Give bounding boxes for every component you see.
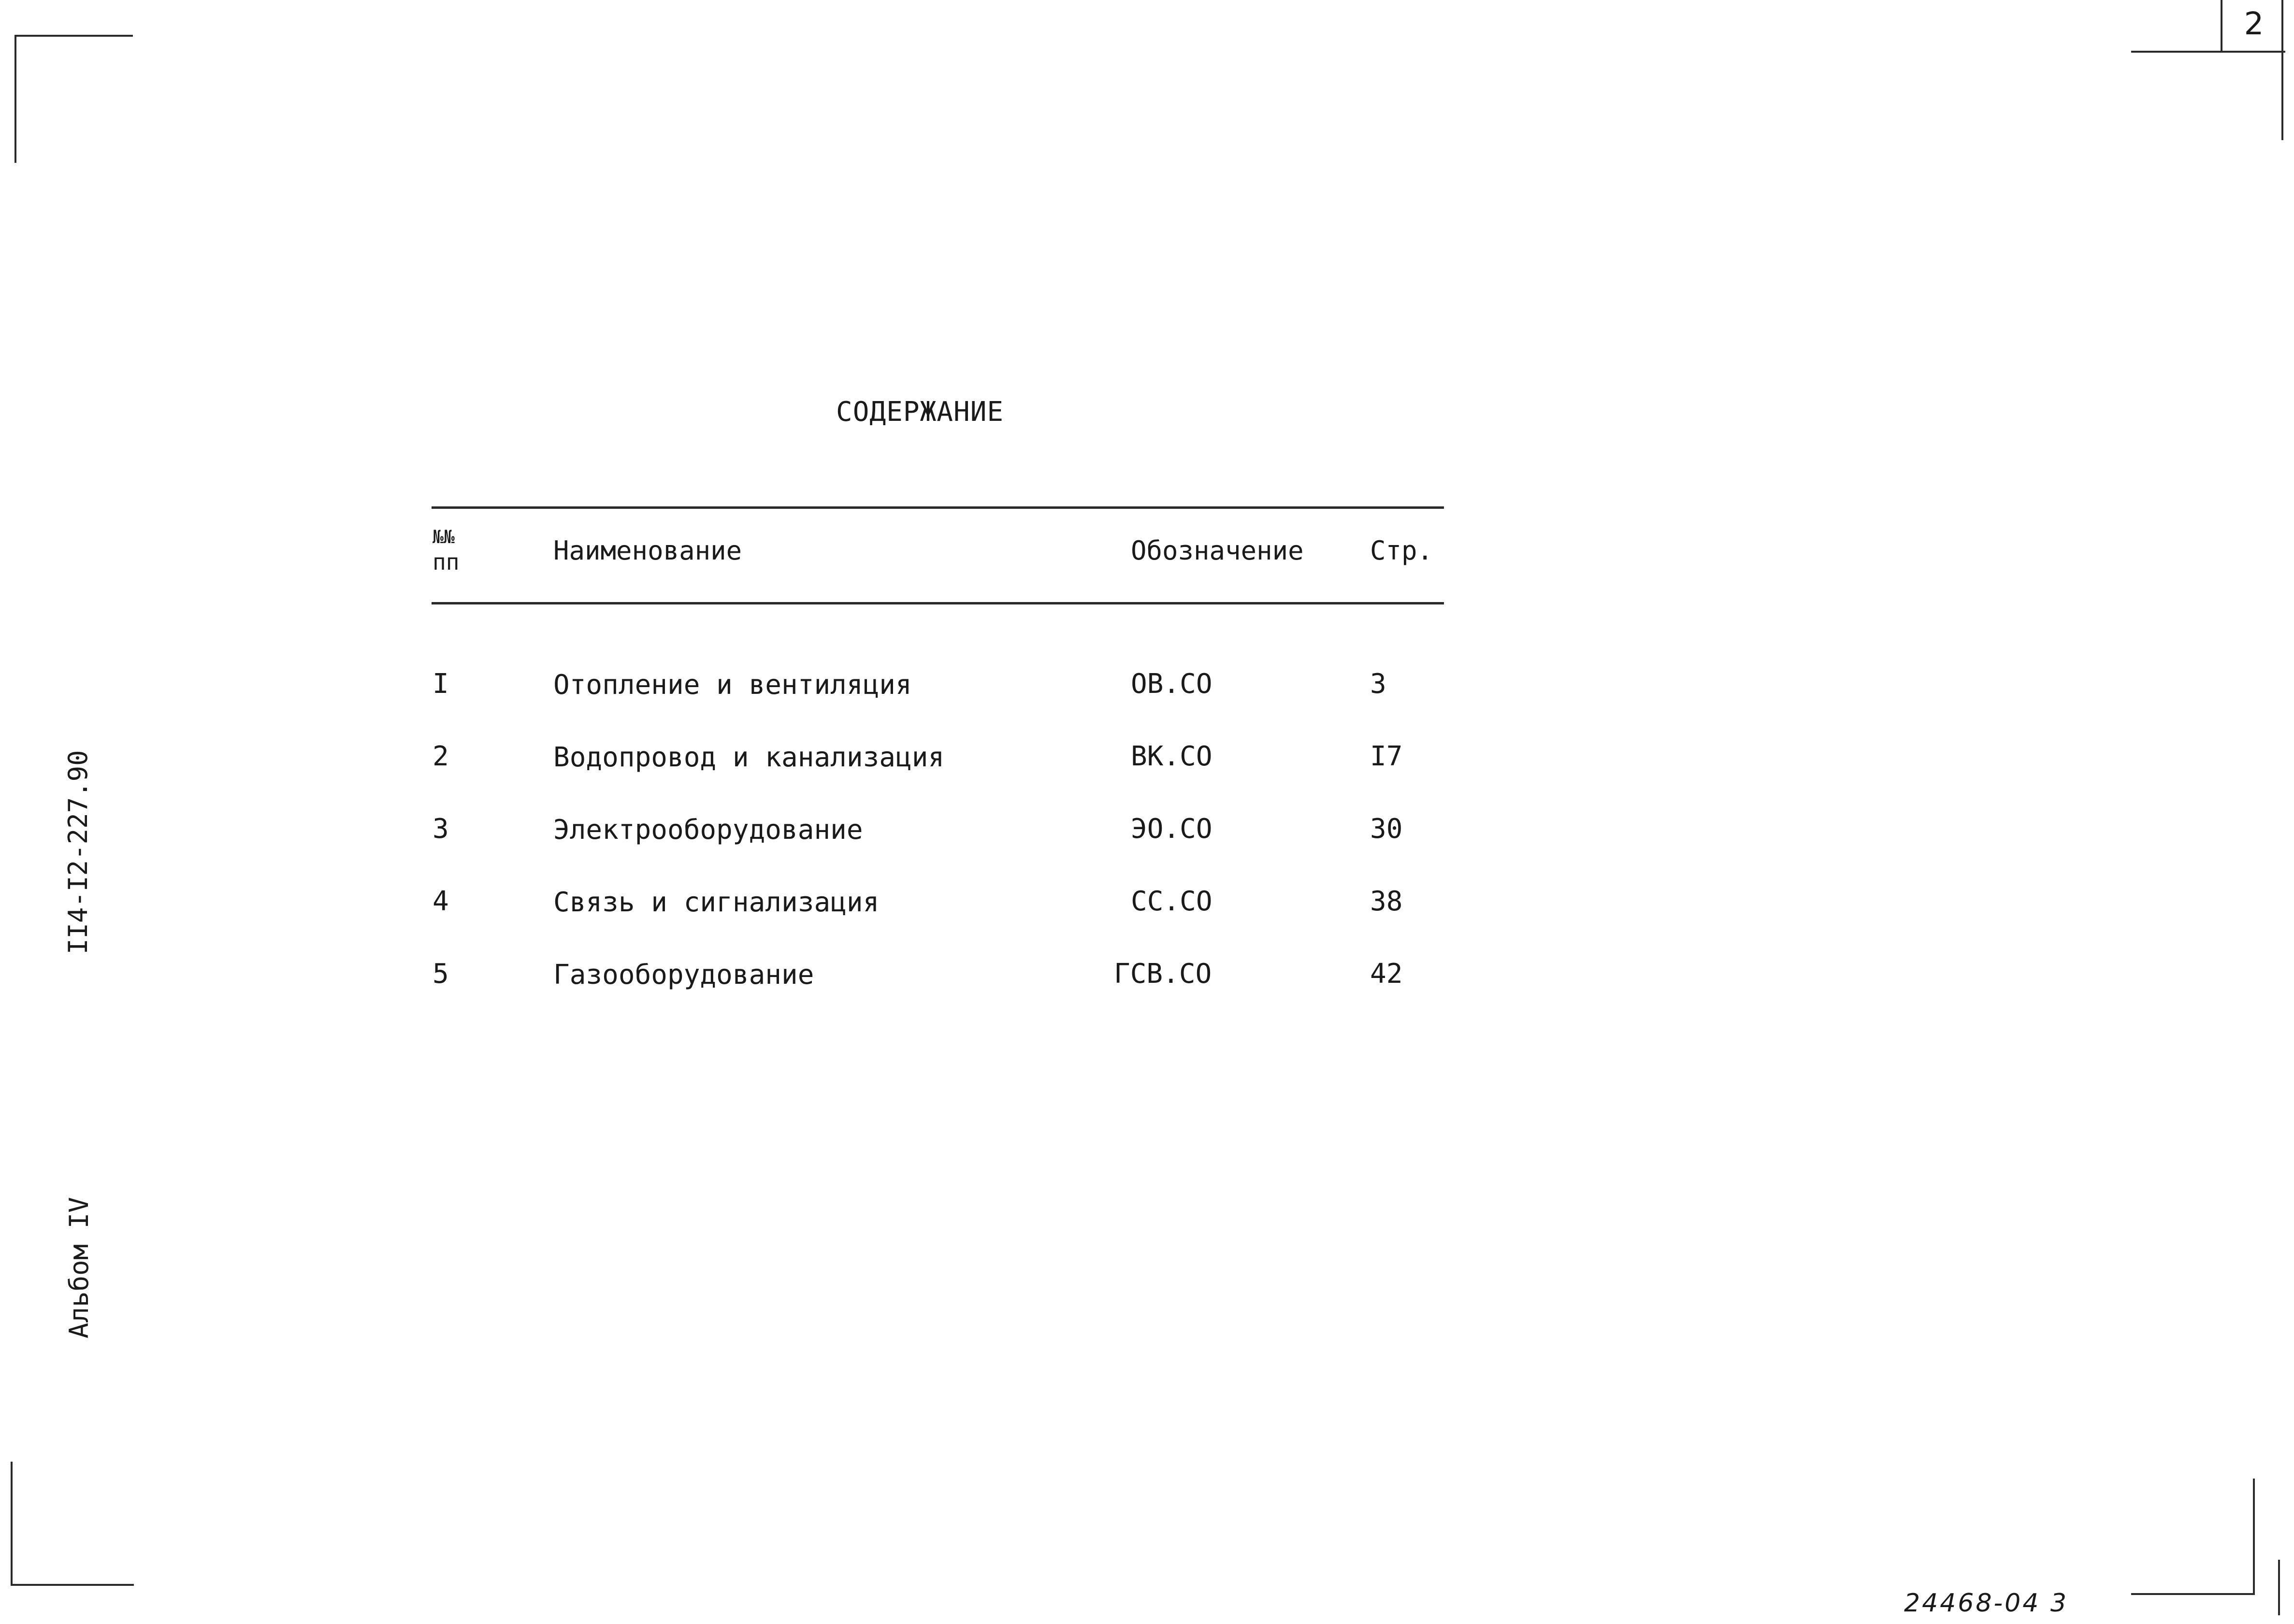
header-num-line1: №№ bbox=[433, 526, 455, 547]
corner-mark-bottom-left-h bbox=[11, 1584, 134, 1586]
row-name: Связь и сигнализация bbox=[553, 887, 880, 918]
row-num: I bbox=[433, 668, 449, 700]
header-num-line2: пп bbox=[433, 549, 460, 575]
row-code: ОВ.СО bbox=[1131, 668, 1212, 700]
corner-mark-top-left-h bbox=[14, 35, 133, 37]
table-top-rule bbox=[432, 506, 1444, 509]
header-name: Наименование bbox=[553, 535, 742, 566]
row-page: I7 bbox=[1370, 741, 1403, 772]
side-document-code: II4-I2-227.90 bbox=[63, 750, 93, 954]
row-page: 30 bbox=[1370, 813, 1403, 845]
sheet-number: 2 bbox=[2221, 0, 2285, 53]
row-code: СС.СО bbox=[1131, 886, 1212, 917]
header-page: Стр. bbox=[1370, 535, 1433, 566]
row-name: Отопление и вентиляция bbox=[553, 669, 912, 701]
row-code: ГСВ.СО bbox=[1114, 958, 1212, 990]
row-code: ВК.СО bbox=[1131, 741, 1212, 772]
row-page: 3 bbox=[1370, 668, 1386, 700]
row-num: 5 bbox=[433, 958, 449, 990]
row-num: 3 bbox=[433, 813, 449, 845]
corner-mark-bottom-right-v2 bbox=[2278, 1560, 2280, 1615]
side-album-label: Альбом IV bbox=[64, 1197, 94, 1338]
row-name: Водопровод и канализация bbox=[553, 742, 945, 773]
row-name: Электрооборудование bbox=[553, 814, 863, 846]
row-page: 38 bbox=[1370, 886, 1403, 917]
header-num bbox=[433, 524, 459, 575]
page-title: СОДЕРЖАНИЕ bbox=[836, 396, 1004, 428]
corner-mark-bottom-left-v bbox=[11, 1462, 13, 1585]
table-header-rule bbox=[432, 602, 1444, 604]
footer-archive-code: 24468-04 3 bbox=[1904, 1589, 2068, 1618]
corner-mark-bottom-right-h bbox=[2131, 1593, 2255, 1595]
row-num: 2 bbox=[433, 741, 449, 772]
corner-mark-bottom-right-v bbox=[2253, 1479, 2255, 1595]
row-page: 42 bbox=[1370, 958, 1403, 990]
row-name: Газооборудование bbox=[553, 959, 814, 991]
row-code: ЭО.СО bbox=[1131, 813, 1212, 845]
header-code: Обозначение bbox=[1131, 535, 1304, 566]
corner-mark-top-left-v bbox=[14, 35, 16, 163]
row-num: 4 bbox=[433, 886, 449, 917]
